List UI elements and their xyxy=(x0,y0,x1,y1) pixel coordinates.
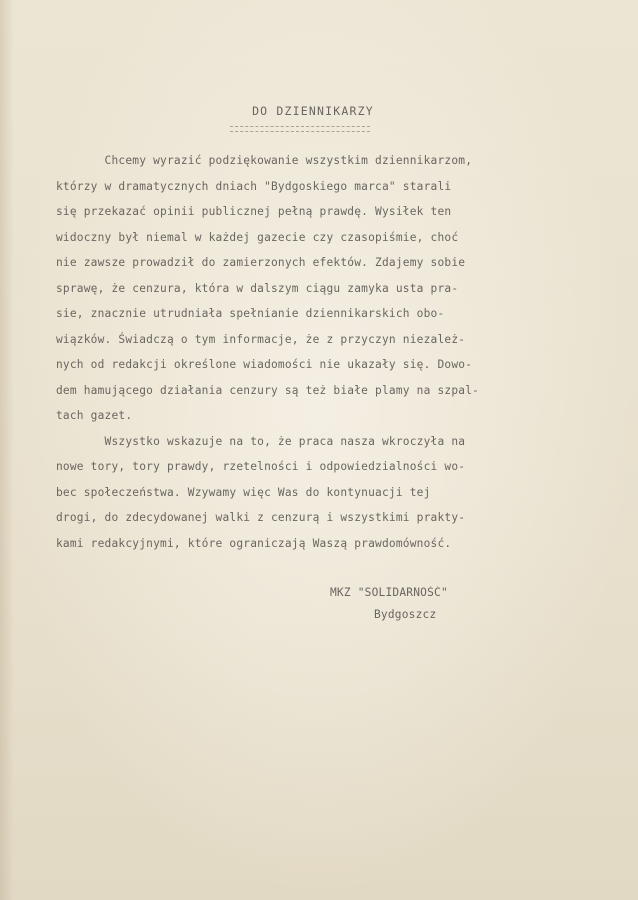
body-line: Wszystko wskazuje na to, że praca nasza wkroczyła na xyxy=(56,434,466,448)
body-line: nych od redakcji określone wiadomości nie ukazały się. Dowo- xyxy=(56,358,473,371)
body-line: drogi, do zdecydowanej walki z cenzurą i wszystkimi prakty- xyxy=(56,511,466,524)
body-line: Chcemy wyrazić podziękowanie wszystkim dziennikarzom, xyxy=(56,154,473,167)
body-line: bec społeczeństwa. Wzywamy więc Was do kontynuacji tej xyxy=(56,485,431,499)
document-title: DO DZIENNIKARZY xyxy=(252,104,374,118)
body-line: wiązków. Świadczą o tym informacje, że z przyczyn niezależ- xyxy=(56,332,466,346)
title-underline xyxy=(230,126,370,132)
body-line: którzy w dramatycznych dniach "Bydgoskiego marca" starali xyxy=(56,179,452,193)
body-line: nowe tory, tory prawdy, rzetelności i odpowiedzialności wo- xyxy=(56,460,466,473)
body-line: sie, znacznie utrudniała spełnianie dziennikarskich obo- xyxy=(56,307,445,320)
body-line: się przekazać opinii publicznej pełną prawdę. Wysiłek ten xyxy=(56,205,452,218)
body-line: kami redakcyjnymi, które ograniczają Waszą prawdomówność. xyxy=(56,536,452,550)
body-line: nie zawsze prowadził do zamierzonych efektów. Zdajemy sobie xyxy=(56,256,466,269)
signature-block xyxy=(330,582,448,626)
signature-org: MKZ "SOLIDARNOŚĆ" xyxy=(330,586,448,599)
body-line: tach gazet. xyxy=(56,409,133,422)
signature-city: Bydgoszcz xyxy=(374,608,437,621)
body-line: sprawę, że cenzura, która w dalszym ciągu zamyka usta pra- xyxy=(56,281,459,295)
document-body xyxy=(56,148,546,556)
body-line: widoczny był niemal w każdej gazecie czy czasopiśmie, choć xyxy=(56,230,459,244)
body-line: dem hamującego działania cenzury są też białe plamy na szpal- xyxy=(56,383,480,397)
